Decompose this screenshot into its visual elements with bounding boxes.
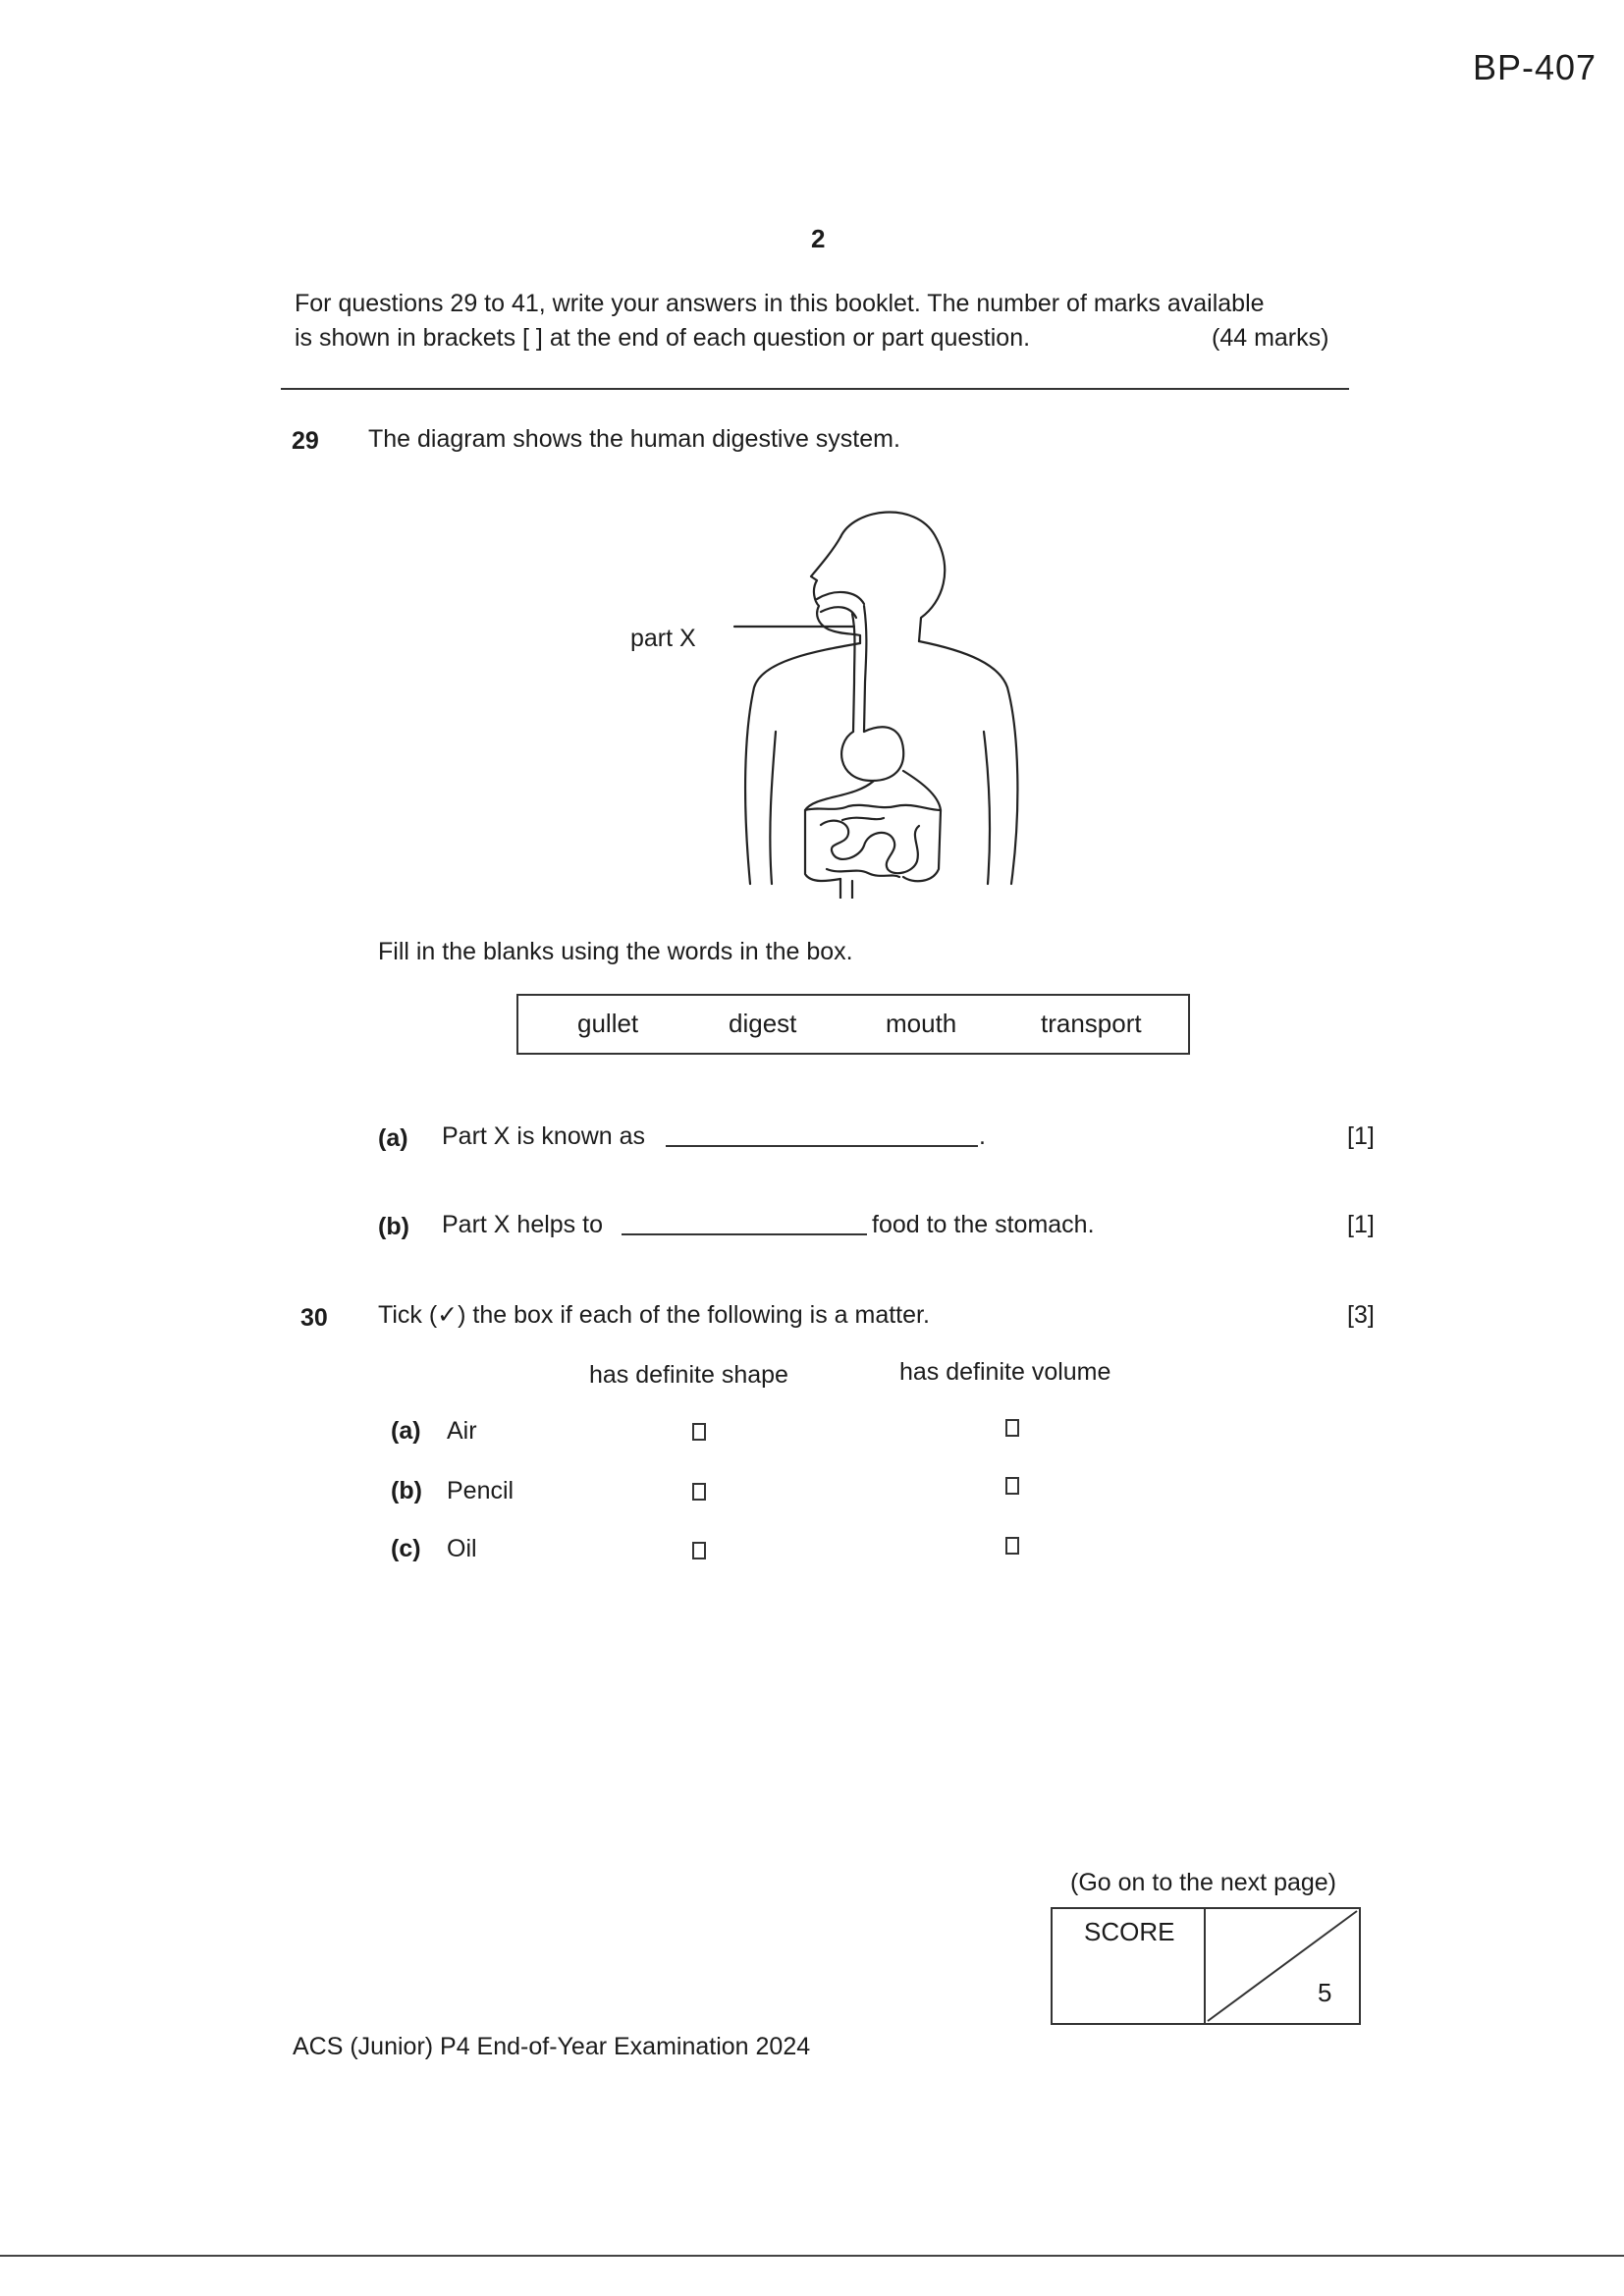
question-29-text: The diagram shows the human digestive system.	[368, 425, 900, 453]
question-29-number: 29	[292, 427, 319, 455]
column-header-volume: has definite volume	[899, 1358, 1111, 1386]
question-29a-letter: (a)	[378, 1124, 408, 1152]
column-header-shape: has definite shape	[589, 1361, 788, 1389]
question-29b-text-after: food to the stomach.	[872, 1211, 1095, 1238]
exam-name: ACS (Junior) P4 End-of-Year Examination 2024	[293, 2033, 811, 2060]
question-29a-marks: [1]	[1347, 1122, 1375, 1150]
question-29b-marks: [1]	[1347, 1211, 1375, 1238]
diagram-label-part-x: part X	[630, 625, 696, 652]
question-30-marks: [3]	[1347, 1301, 1375, 1329]
page-number: 2	[811, 224, 826, 253]
instructions-line-1: For questions 29 to 41, write your answers in this booklet. The number of marks available	[295, 290, 1265, 317]
score-box	[1051, 1907, 1361, 2025]
row-letter-b: (b)	[391, 1477, 422, 1504]
word-mouth: mouth	[886, 1009, 957, 1038]
word-bank-box	[516, 994, 1190, 1055]
document-code: BP-407	[1473, 47, 1597, 87]
tickbox-air-shape[interactable]	[692, 1423, 706, 1441]
score-label: SCORE	[1084, 1917, 1175, 1946]
total-marks: (44 marks)	[1212, 324, 1329, 352]
question-30-number: 30	[300, 1304, 328, 1332]
tickbox-oil-shape[interactable]	[692, 1542, 706, 1559]
go-on-next-page: (Go on to the next page)	[1070, 1869, 1337, 1896]
tickbox-pencil-volume[interactable]	[1005, 1477, 1019, 1495]
row-letter-a: (a)	[391, 1417, 421, 1445]
tickbox-air-volume[interactable]	[1005, 1419, 1019, 1437]
word-digest: digest	[729, 1009, 797, 1038]
answer-blank-29b[interactable]	[622, 1233, 867, 1235]
row-item-oil: Oil	[447, 1535, 477, 1562]
tickbox-pencil-shape[interactable]	[692, 1483, 706, 1501]
instructions-line-2: is shown in brackets [ ] at the end of each question or part question.	[295, 324, 1031, 352]
fill-in-instruction: Fill in the blanks using the words in the box.	[378, 938, 853, 965]
row-item-air: Air	[447, 1417, 477, 1445]
tickbox-oil-volume[interactable]	[1005, 1537, 1019, 1555]
word-gullet: gullet	[577, 1009, 639, 1038]
question-30-text: Tick (✓) the box if each of the following is a matter.	[378, 1301, 930, 1329]
answer-blank-29a[interactable]	[666, 1145, 978, 1147]
page-bottom-edge	[0, 2255, 1624, 2257]
question-29b-letter: (b)	[378, 1213, 409, 1240]
question-29a-text: Part X is known as	[442, 1122, 646, 1150]
row-item-pencil: Pencil	[447, 1477, 514, 1504]
word-transport: transport	[1041, 1009, 1142, 1038]
question-29b-text-before: Part X helps to	[442, 1211, 603, 1238]
section-divider	[281, 388, 1349, 390]
digestive-system-diagram	[727, 486, 1021, 899]
score-total: 5	[1318, 1978, 1332, 2007]
row-letter-c: (c)	[391, 1535, 421, 1562]
question-29a-end: .	[979, 1122, 986, 1150]
score-diagonal	[1206, 1909, 1359, 2023]
